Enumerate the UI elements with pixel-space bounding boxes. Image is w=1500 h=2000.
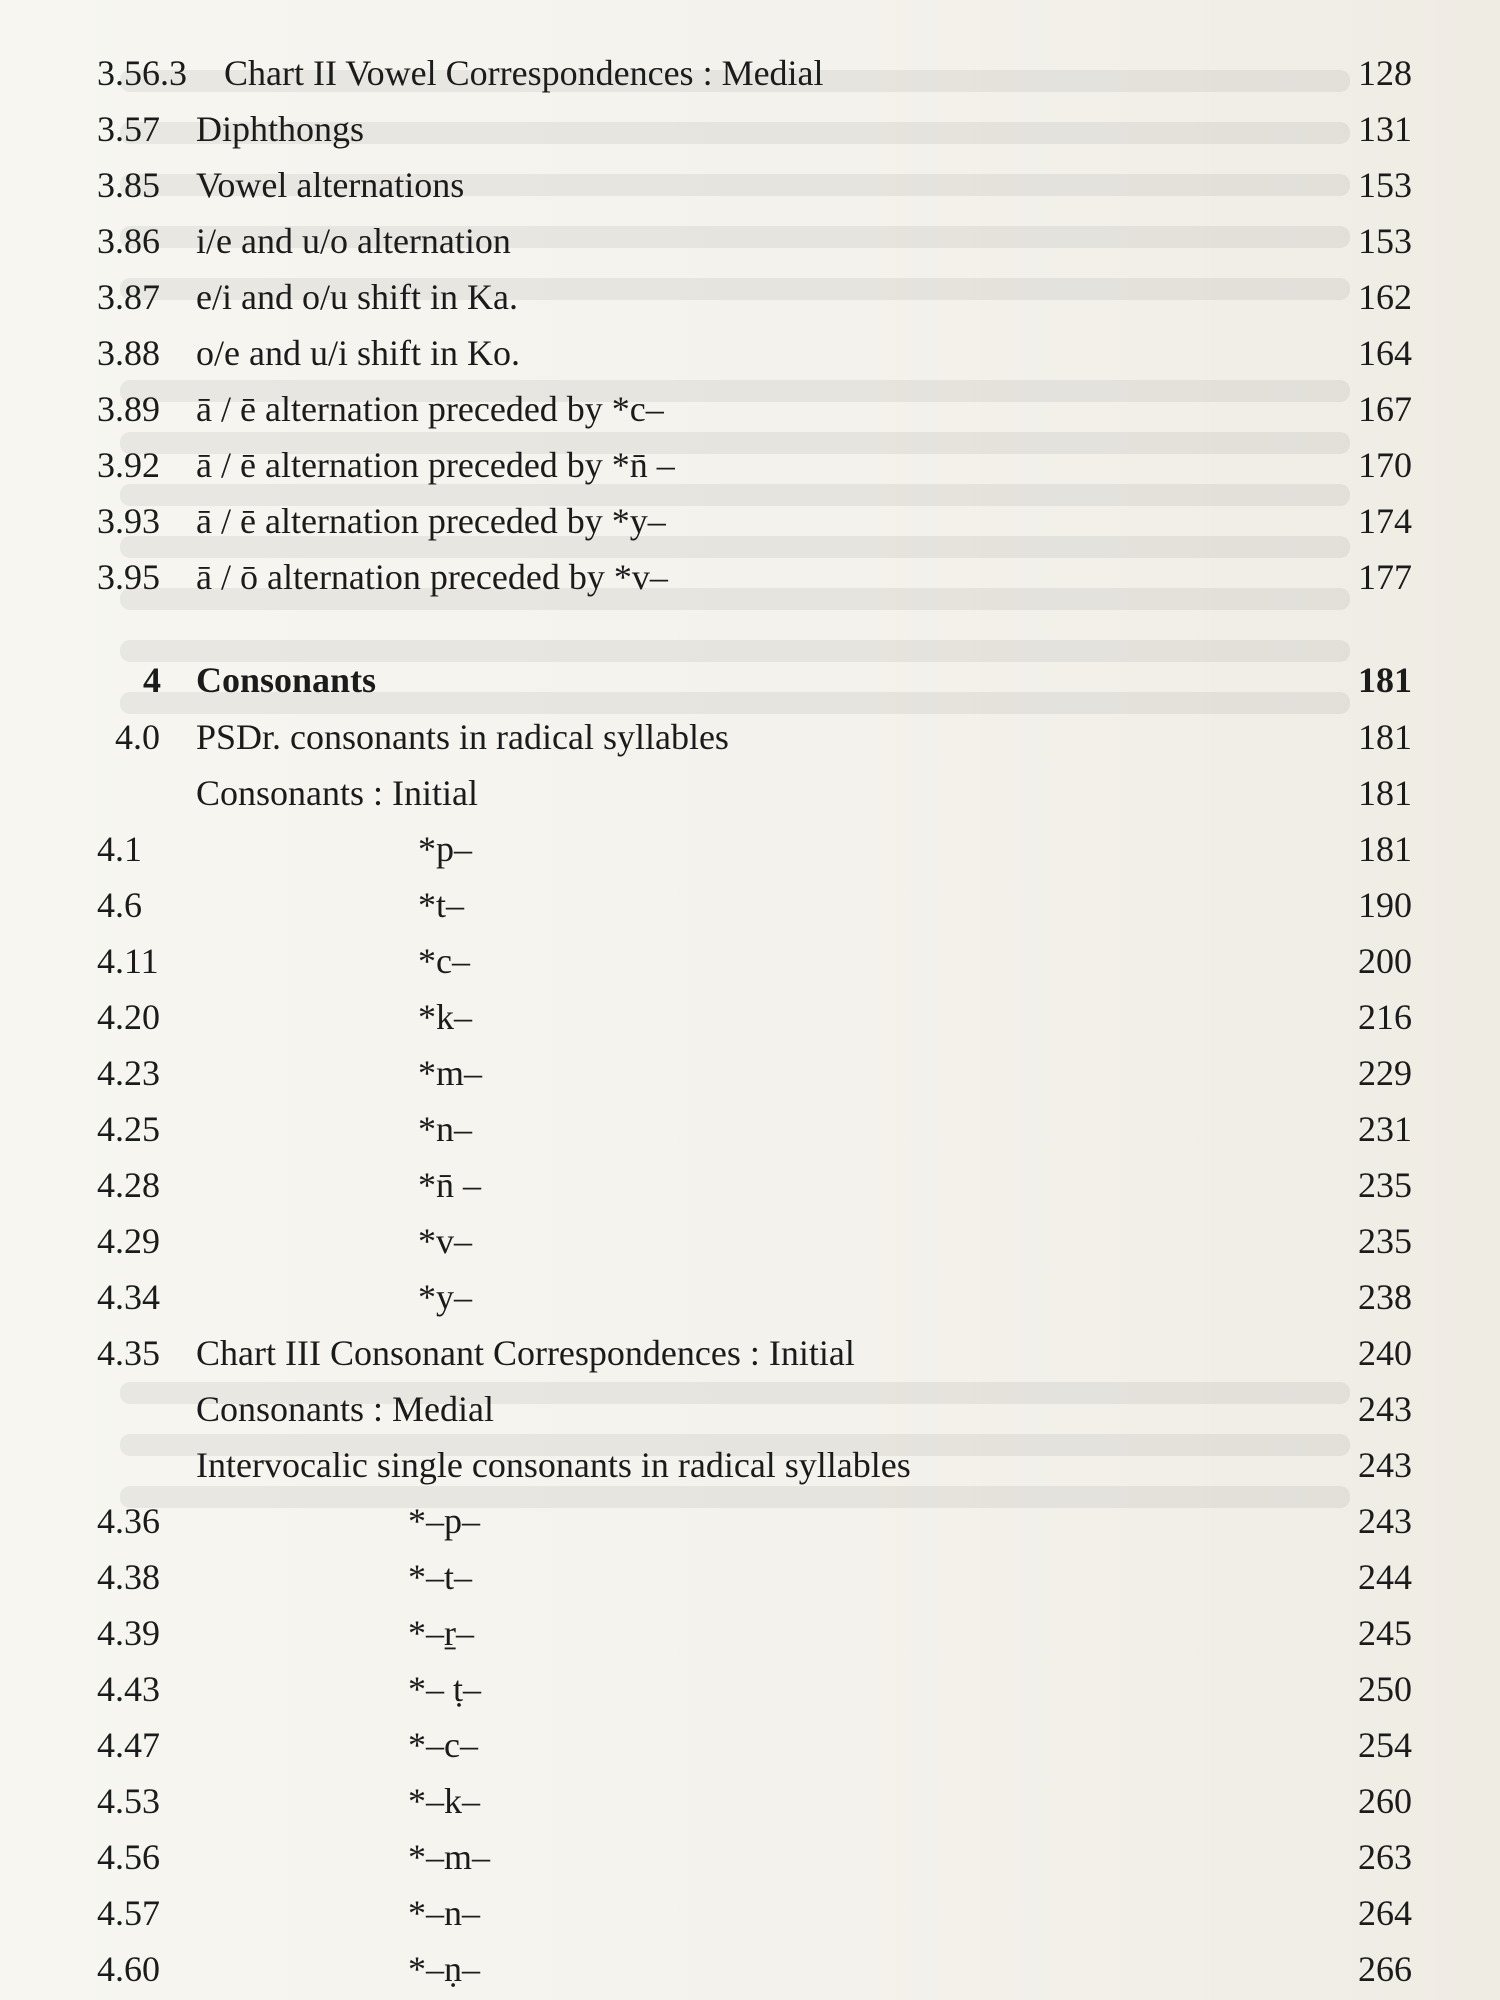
page-number: 235 (1358, 1165, 1412, 1205)
section-number: 4.56 (97, 1837, 160, 1877)
page-number: 229 (1358, 1053, 1412, 1093)
page-number: 245 (1358, 1613, 1412, 1653)
section-number: 4.57 (97, 1893, 160, 1933)
section-number: 4.35 (97, 1333, 160, 1373)
page-number: 200 (1358, 941, 1412, 981)
entry-title: *–c– (408, 1725, 478, 1765)
chapter-number: 4 (143, 660, 161, 700)
toc-entry-4-53 (0, 1776, 1500, 1826)
page-number: 153 (1358, 165, 1412, 205)
page-number: 254 (1358, 1725, 1412, 1765)
toc-entry-3-87 (0, 272, 1500, 322)
toc-subheading-initial (0, 768, 1500, 818)
toc-entry-4-38 (0, 1552, 1500, 1602)
toc-entry-3-93 (0, 496, 1500, 546)
entry-title: ā / ē alternation preceded by *n̄ – (196, 445, 675, 485)
toc-entry-4-36 (0, 1496, 1500, 1546)
page-number: 181 (1358, 773, 1412, 813)
entry-title: *–ṇ– (408, 1949, 480, 1989)
section-number: 4.28 (97, 1165, 160, 1205)
page-number: 244 (1358, 1557, 1412, 1597)
toc-entry-4-29 (0, 1216, 1500, 1266)
page-number: 243 (1358, 1501, 1412, 1541)
page-number: 181 (1358, 829, 1412, 869)
toc-entry-4-57 (0, 1888, 1500, 1938)
page-number: 131 (1358, 109, 1412, 149)
entry-title: Vowel alternations (196, 165, 465, 205)
page-number: 128 (1358, 53, 1412, 93)
section-number: 3.85 (97, 165, 160, 205)
entry-title: *–m– (408, 1837, 491, 1877)
page-number: 216 (1358, 997, 1412, 1037)
toc-entry-3-86 (0, 216, 1500, 266)
chapter-title: Consonants (196, 660, 377, 700)
section-number: 4.1 (97, 829, 142, 869)
page-number: 243 (1358, 1445, 1412, 1485)
section-number: 4.60 (97, 1949, 160, 1989)
entry-title: *– ṭ– (408, 1669, 482, 1709)
toc-entry-4-39 (0, 1608, 1500, 1658)
toc-entry-3-88 (0, 328, 1500, 378)
toc-entry-4-47 (0, 1720, 1500, 1770)
section-number: 4.47 (97, 1725, 160, 1765)
section-number: 4.39 (97, 1613, 160, 1653)
toc-entry-4-25 (0, 1104, 1500, 1154)
entry-title: *m– (418, 1053, 483, 1093)
page-number: 153 (1358, 221, 1412, 261)
toc-subheading-medial (0, 1384, 1500, 1434)
page-number: 266 (1358, 1949, 1412, 1989)
section-number: 3.56.3 (97, 53, 187, 93)
section-number: 3.87 (97, 277, 160, 317)
section-number: 4.53 (97, 1781, 160, 1821)
toc-entry-4-56 (0, 1832, 1500, 1882)
section-number: 3.88 (97, 333, 160, 373)
toc-subheading-intervocalic (0, 1440, 1500, 1490)
toc-entry-3-89 (0, 384, 1500, 434)
entry-title: Chart II Vowel Correspondences : Medial (224, 53, 824, 93)
entry-title: i/e and u/o alternation (196, 221, 511, 261)
page-number: 264 (1358, 1893, 1412, 1933)
entry-title: Consonants : Medial (196, 1389, 494, 1429)
page-number: 174 (1358, 501, 1412, 541)
page-number: 263 (1358, 1837, 1412, 1877)
toc-entry-4-28 (0, 1160, 1500, 1210)
section-number: 4.11 (97, 941, 159, 981)
entry-title: *–ṟ– (408, 1613, 474, 1653)
section-number: 4.20 (97, 997, 160, 1037)
entry-title: PSDr. consonants in radical syllables (196, 717, 729, 757)
toc-entry-4-20 (0, 992, 1500, 1042)
toc-entry-4-11 (0, 936, 1500, 986)
entry-title: *–n– (408, 1893, 480, 1933)
page-number: 162 (1358, 277, 1412, 317)
toc-entry-4-23 (0, 1048, 1500, 1098)
toc-entry-4-43 (0, 1664, 1500, 1714)
toc-entry-4-0 (0, 712, 1500, 762)
section-number: 4.36 (97, 1501, 160, 1541)
entry-title: *k– (418, 997, 472, 1037)
page-number: 164 (1358, 333, 1412, 373)
entry-title: Consonants : Initial (196, 773, 478, 813)
entry-title: ā / ē alternation preceded by *y– (196, 501, 666, 541)
entry-title: *–k– (408, 1781, 480, 1821)
entry-title: Chart III Consonant Correspondences : Initial (196, 1333, 855, 1373)
entry-title: *n̄ – (418, 1165, 481, 1205)
entry-title: o/e and u/i shift in Ko. (196, 333, 520, 373)
section-number: 4.43 (97, 1669, 160, 1709)
entry-title: ā / ē alternation preceded by *c– (196, 389, 664, 429)
entry-title: *v– (418, 1221, 472, 1261)
page-number: 167 (1358, 389, 1412, 429)
section-number: 3.57 (97, 109, 160, 149)
page-number: 260 (1358, 1781, 1412, 1821)
page-number: 250 (1358, 1669, 1412, 1709)
section-number: 4.6 (97, 885, 142, 925)
page-number: 231 (1358, 1109, 1412, 1149)
toc-entry-3-92 (0, 440, 1500, 490)
entry-title: *–t– (408, 1557, 473, 1597)
entry-title: *–p– (408, 1501, 480, 1541)
section-number: 3.86 (97, 221, 160, 261)
toc-entry-3-95 (0, 552, 1500, 602)
entry-title: *p– (418, 829, 472, 869)
section-number: 4.34 (97, 1277, 160, 1317)
toc-entry-4-34 (0, 1272, 1500, 1322)
toc-entry-4-60 (0, 1944, 1500, 1994)
section-number: 4.0 (115, 717, 160, 757)
entry-title: *n– (418, 1109, 472, 1149)
section-number: 4.23 (97, 1053, 160, 1093)
toc-entry-4-6 (0, 880, 1500, 930)
toc-entry-3-56-3 (0, 48, 1500, 98)
toc-chapter-4 (0, 655, 1500, 705)
page-number: 235 (1358, 1221, 1412, 1261)
section-number: 3.92 (97, 445, 160, 485)
toc-entry-4-35 (0, 1328, 1500, 1378)
page-number: 238 (1358, 1277, 1412, 1317)
section-number: 3.95 (97, 557, 160, 597)
section-number: 4.29 (97, 1221, 160, 1261)
page-number: 240 (1358, 1333, 1412, 1373)
page-number: 177 (1358, 557, 1412, 597)
section-number: 4.38 (97, 1557, 160, 1597)
section-number: 3.89 (97, 389, 160, 429)
page-number: 170 (1358, 445, 1412, 485)
entry-title: ā / ō alternation preceded by *v– (196, 557, 668, 597)
section-number: 3.93 (97, 501, 160, 541)
entry-title: *c– (418, 941, 470, 981)
page-number: 181 (1358, 660, 1412, 700)
toc-entry-3-85 (0, 160, 1500, 210)
entry-title: e/i and o/u shift in Ka. (196, 277, 518, 317)
entry-title: *y– (418, 1277, 472, 1317)
entry-title: Diphthongs (196, 109, 365, 149)
entry-title: Intervocalic single consonants in radical syllables (196, 1445, 911, 1485)
page-number: 243 (1358, 1389, 1412, 1429)
page-number: 181 (1358, 717, 1412, 757)
section-number: 4.25 (97, 1109, 160, 1149)
page-number: 190 (1358, 885, 1412, 925)
entry-title: *t– (418, 885, 465, 925)
toc-entry-4-1 (0, 824, 1500, 874)
toc-entry-3-57 (0, 104, 1500, 154)
